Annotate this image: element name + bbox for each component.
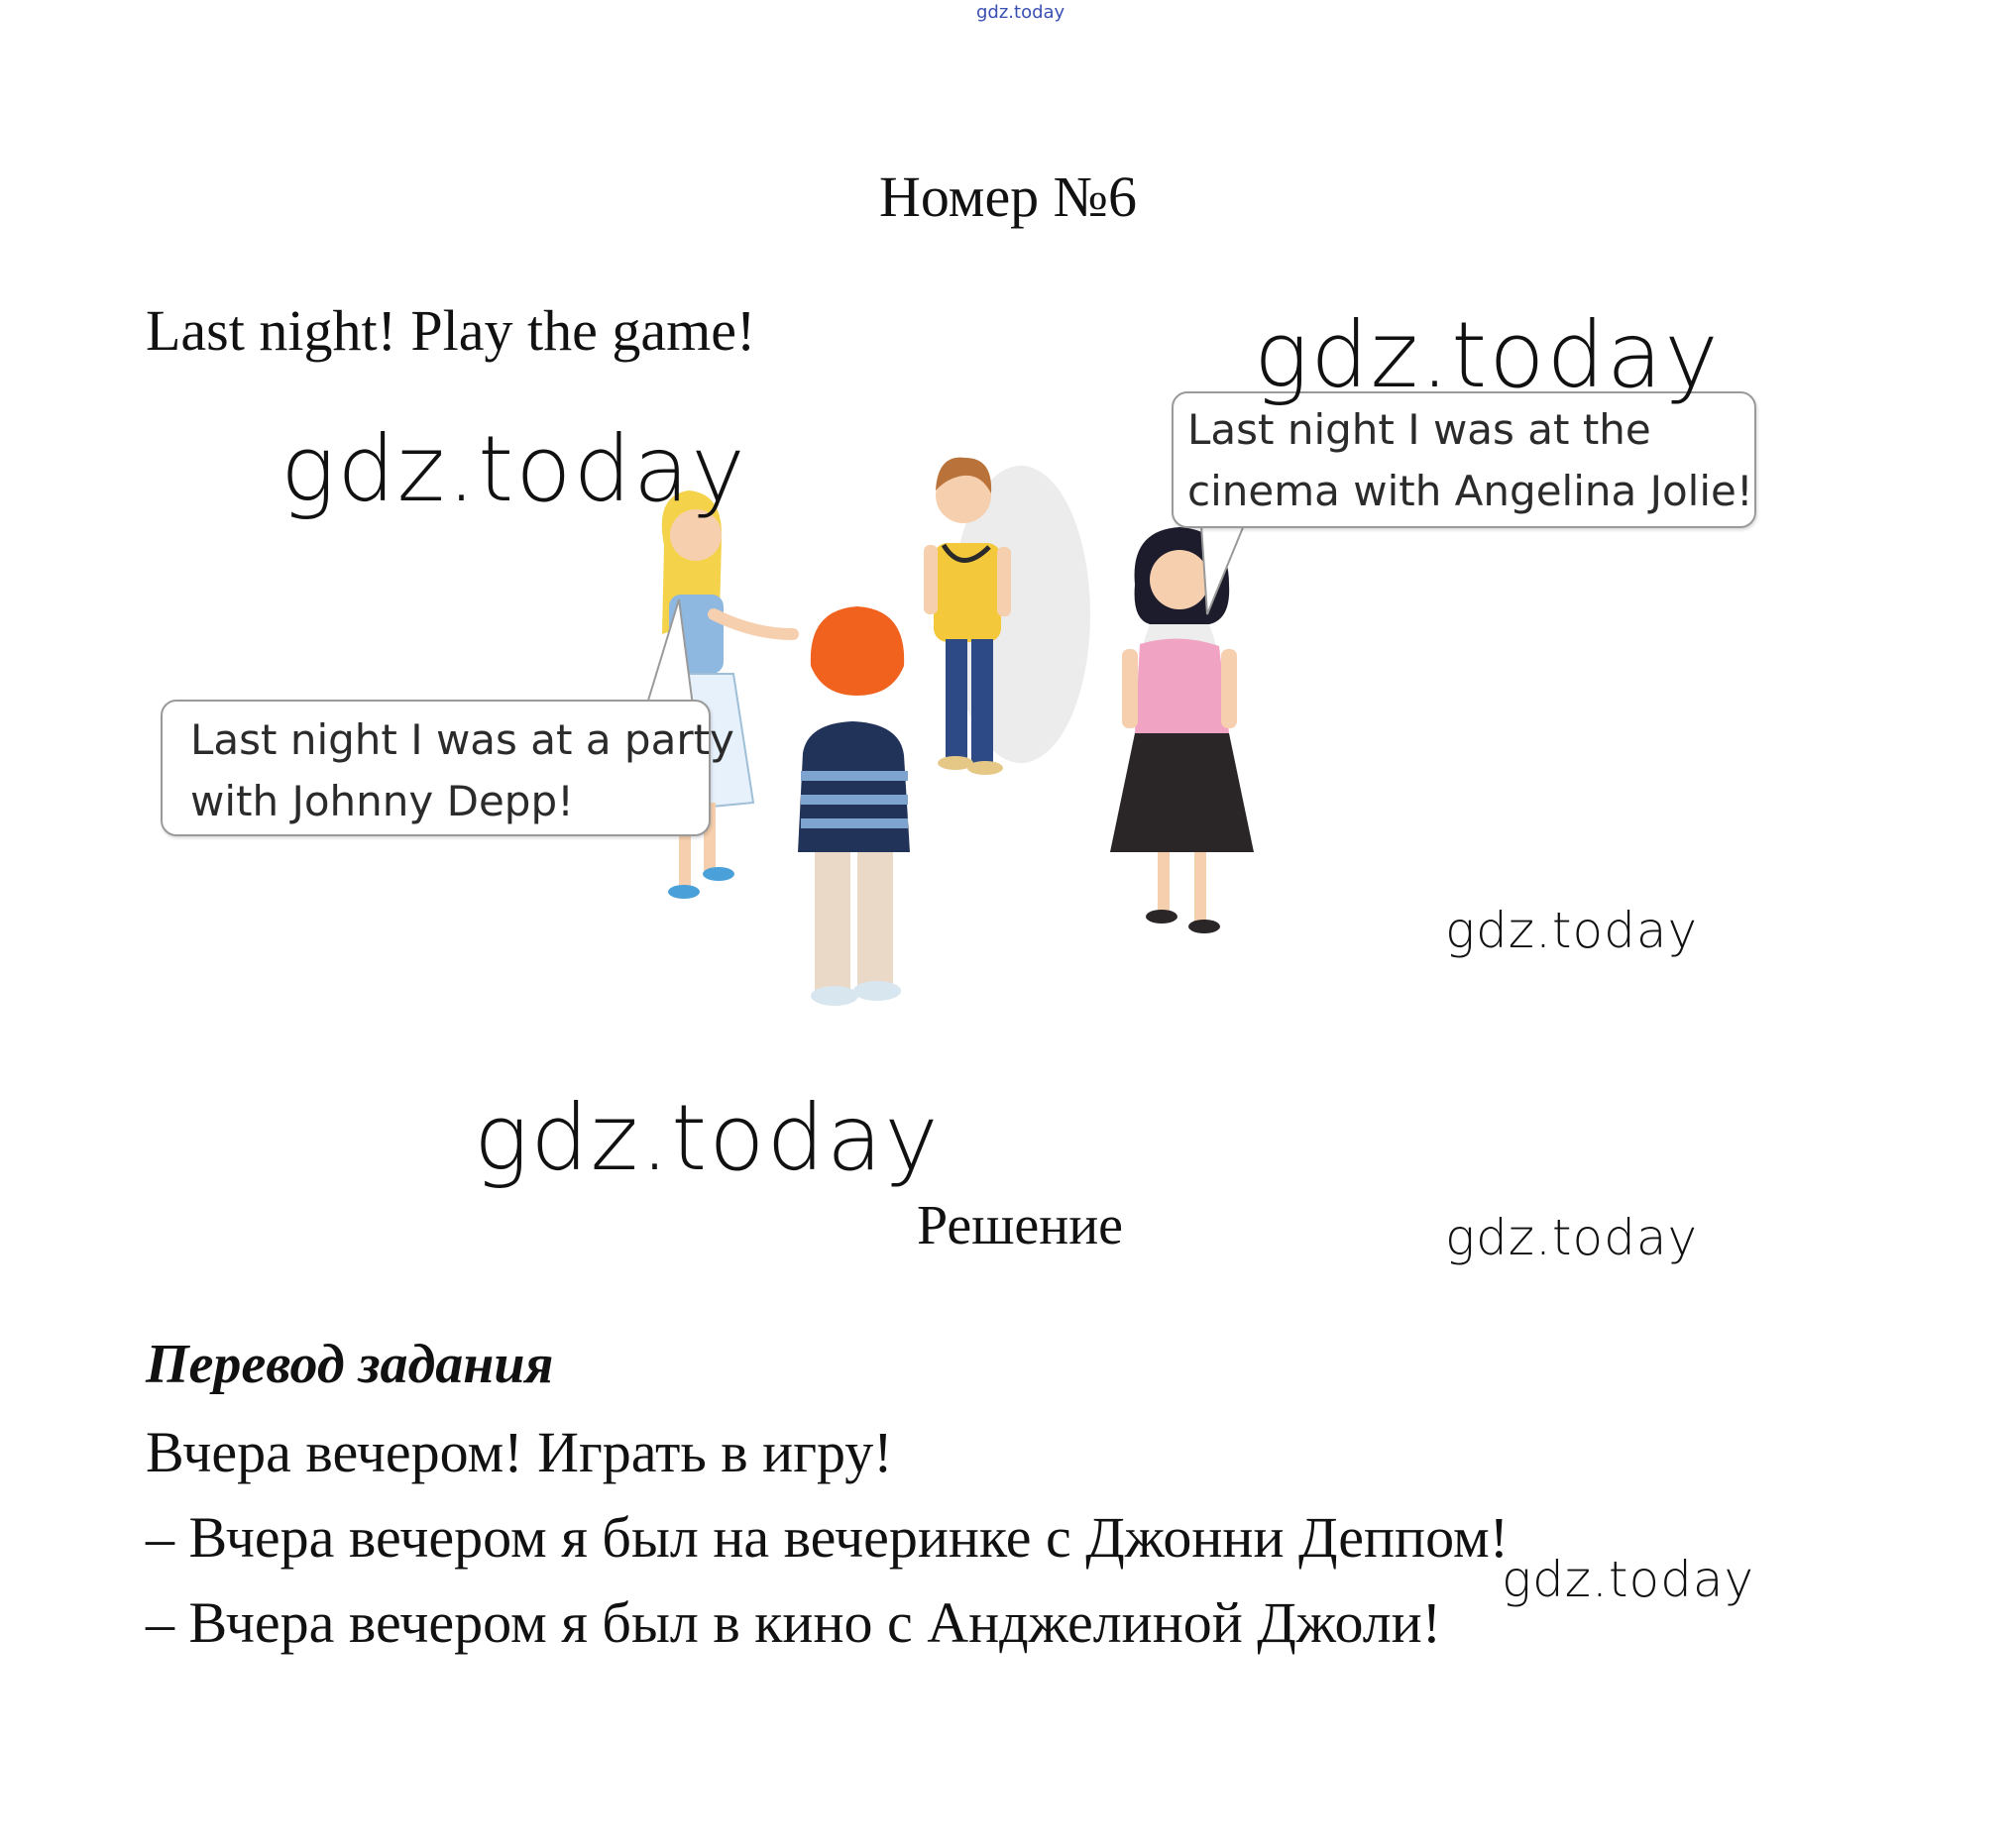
watermark-medium: gdz.today	[1445, 902, 1699, 959]
bubble-right-line2: cinema with Angelina Jolie!	[1187, 467, 1753, 515]
page-title: Номер №6	[878, 164, 1138, 229]
watermark-medium: gdz.today	[1445, 1209, 1699, 1266]
solution-label: Решение	[917, 1195, 1124, 1256]
watermark-medium: gdz.today	[1502, 1551, 1755, 1608]
right-bubble-tail	[1199, 520, 1269, 619]
speech-bubble-left	[161, 700, 734, 836]
watermark-large: gdz.today	[280, 416, 747, 522]
translation-line: Вчера вечером! Играть в игру!	[146, 1420, 893, 1484]
bubble-left-line1: Last night I was at a party	[190, 715, 734, 764]
boy-orange-hair	[798, 606, 910, 1006]
bubble-left-line2: with Johnny Depp!	[190, 777, 574, 825]
translation-heading: Перевод задания	[146, 1334, 554, 1395]
left-bubble-tail	[634, 595, 714, 713]
translation-line: – Вчера вечером я был на вечеринке с Джонни Деппом!	[146, 1505, 1510, 1570]
translation-line: – Вчера вечером я был в кино с Анджелиной Джоли!	[146, 1590, 1442, 1655]
bubble-right-line1: Last night I was at the	[1187, 405, 1651, 454]
speech-bubble-right	[1172, 391, 1756, 528]
watermark-top: gdz.today	[976, 2, 1065, 23]
watermark-large: gdz.today	[474, 1085, 941, 1191]
task-heading: Last night! Play the game!	[146, 298, 756, 363]
watermark-large: gdz.today	[1254, 302, 1721, 408]
